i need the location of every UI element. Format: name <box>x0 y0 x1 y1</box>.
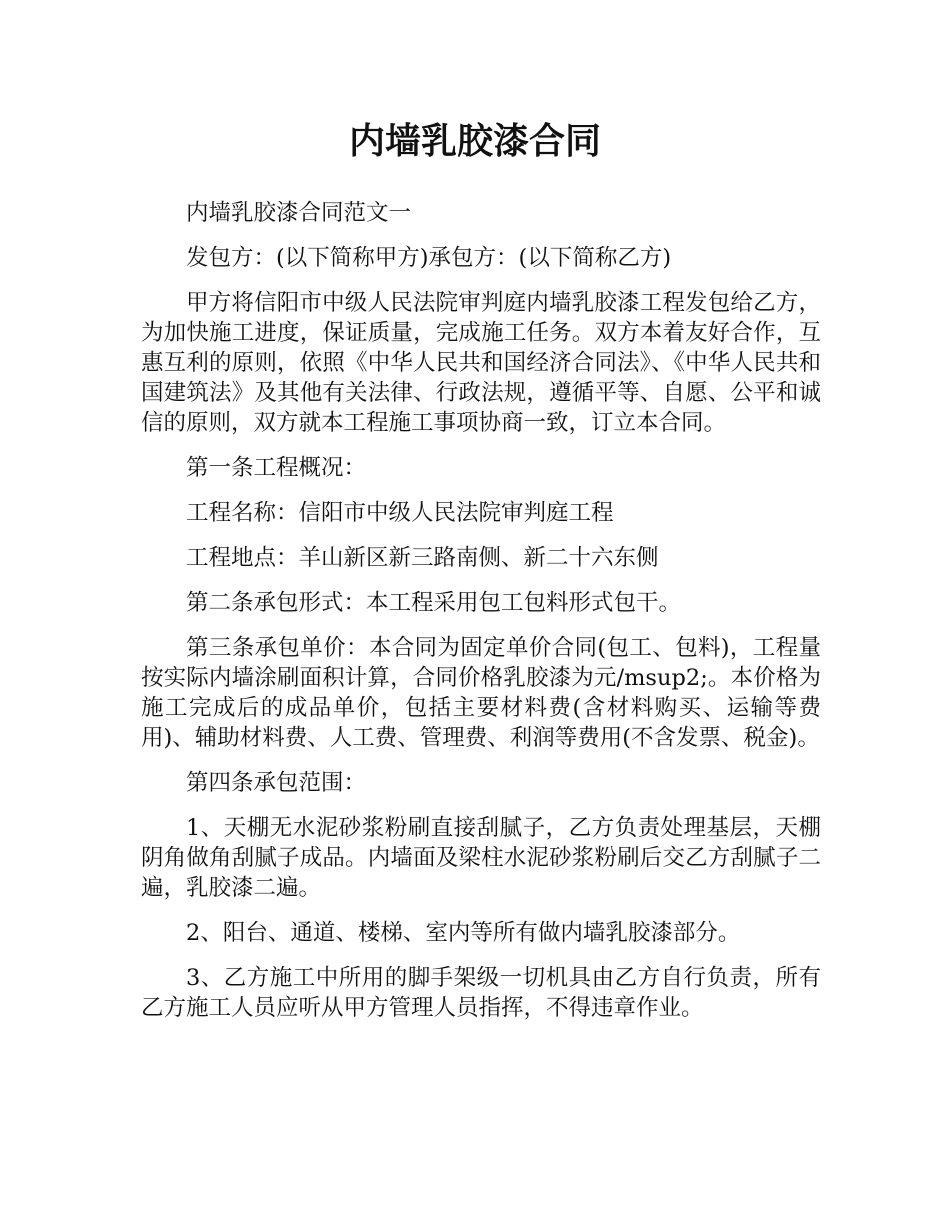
document-title: 内墙乳胶漆合同 <box>348 121 601 162</box>
paragraph-article-1: 第一条工程概况： <box>186 455 367 481</box>
paragraph-parties: 发包方：(以下简称甲方)承包方：(以下简称乙方) <box>186 245 672 271</box>
paragraph-article-3: 第三条承包单价：本合同为固定单价合同(包工、包料)，工程量按实际内墙涂刷面积计算，合同价格乳胶漆为元/msup2;。本价格为施工完成后的成品单价，包括主要材料费(含材料购买、运输等费用)、辅助材料费、人工费、管理费、利润等费用(不含发票、税金)。 <box>141 635 821 751</box>
paragraph-scope-2: 2、阳台、通道、楼梯、室内等所有做内墙乳胶漆部分。 <box>186 920 741 946</box>
paragraph-article-4: 第四条承包范围： <box>186 770 367 796</box>
document-body <box>141 198 821 1038</box>
paragraph-project-location: 工程地点：羊山新区新三路南侧、新二十六东侧 <box>186 545 659 571</box>
paragraph-preamble: 甲方将信阳市中级人民法院审判庭内墙乳胶漆工程发包给乙方，为加快施工进度，保证质量，完成施工任务。双方本着友好合作，互惠互利的原则，依照《中华人民共和国经济合同法》、《中华人民共和国建筑法》及其他有关法律、行政法规，遵循平等、自愿、公平和诚信的原则，双方就本工程施工事项协商一致，订立本合同。 <box>141 290 821 436</box>
paragraph-scope-3: 3、乙方施工中所用的脚手架级一切机具由乙方自行负责，所有乙方施工人员应听从甲方管理人员指挥，不得违章作业。 <box>141 965 821 1021</box>
paragraph-project-name: 工程名称：信阳市中级人民法院审判庭工程 <box>186 500 614 526</box>
paragraph-scope-1: 1、天棚无水泥砂浆粉刷直接刮腻子，乙方负责处理基层，天棚阴角做角刮腻子成品。内墙面及梁柱水泥砂浆粉刷后交乙方刮腻子二遍，乳胶漆二遍。 <box>141 815 821 901</box>
paragraph-heading: 内墙乳胶漆合同范文一 <box>186 200 412 226</box>
paragraph-article-2: 第二条承包形式：本工程采用包工包料形式包干。 <box>186 590 682 616</box>
